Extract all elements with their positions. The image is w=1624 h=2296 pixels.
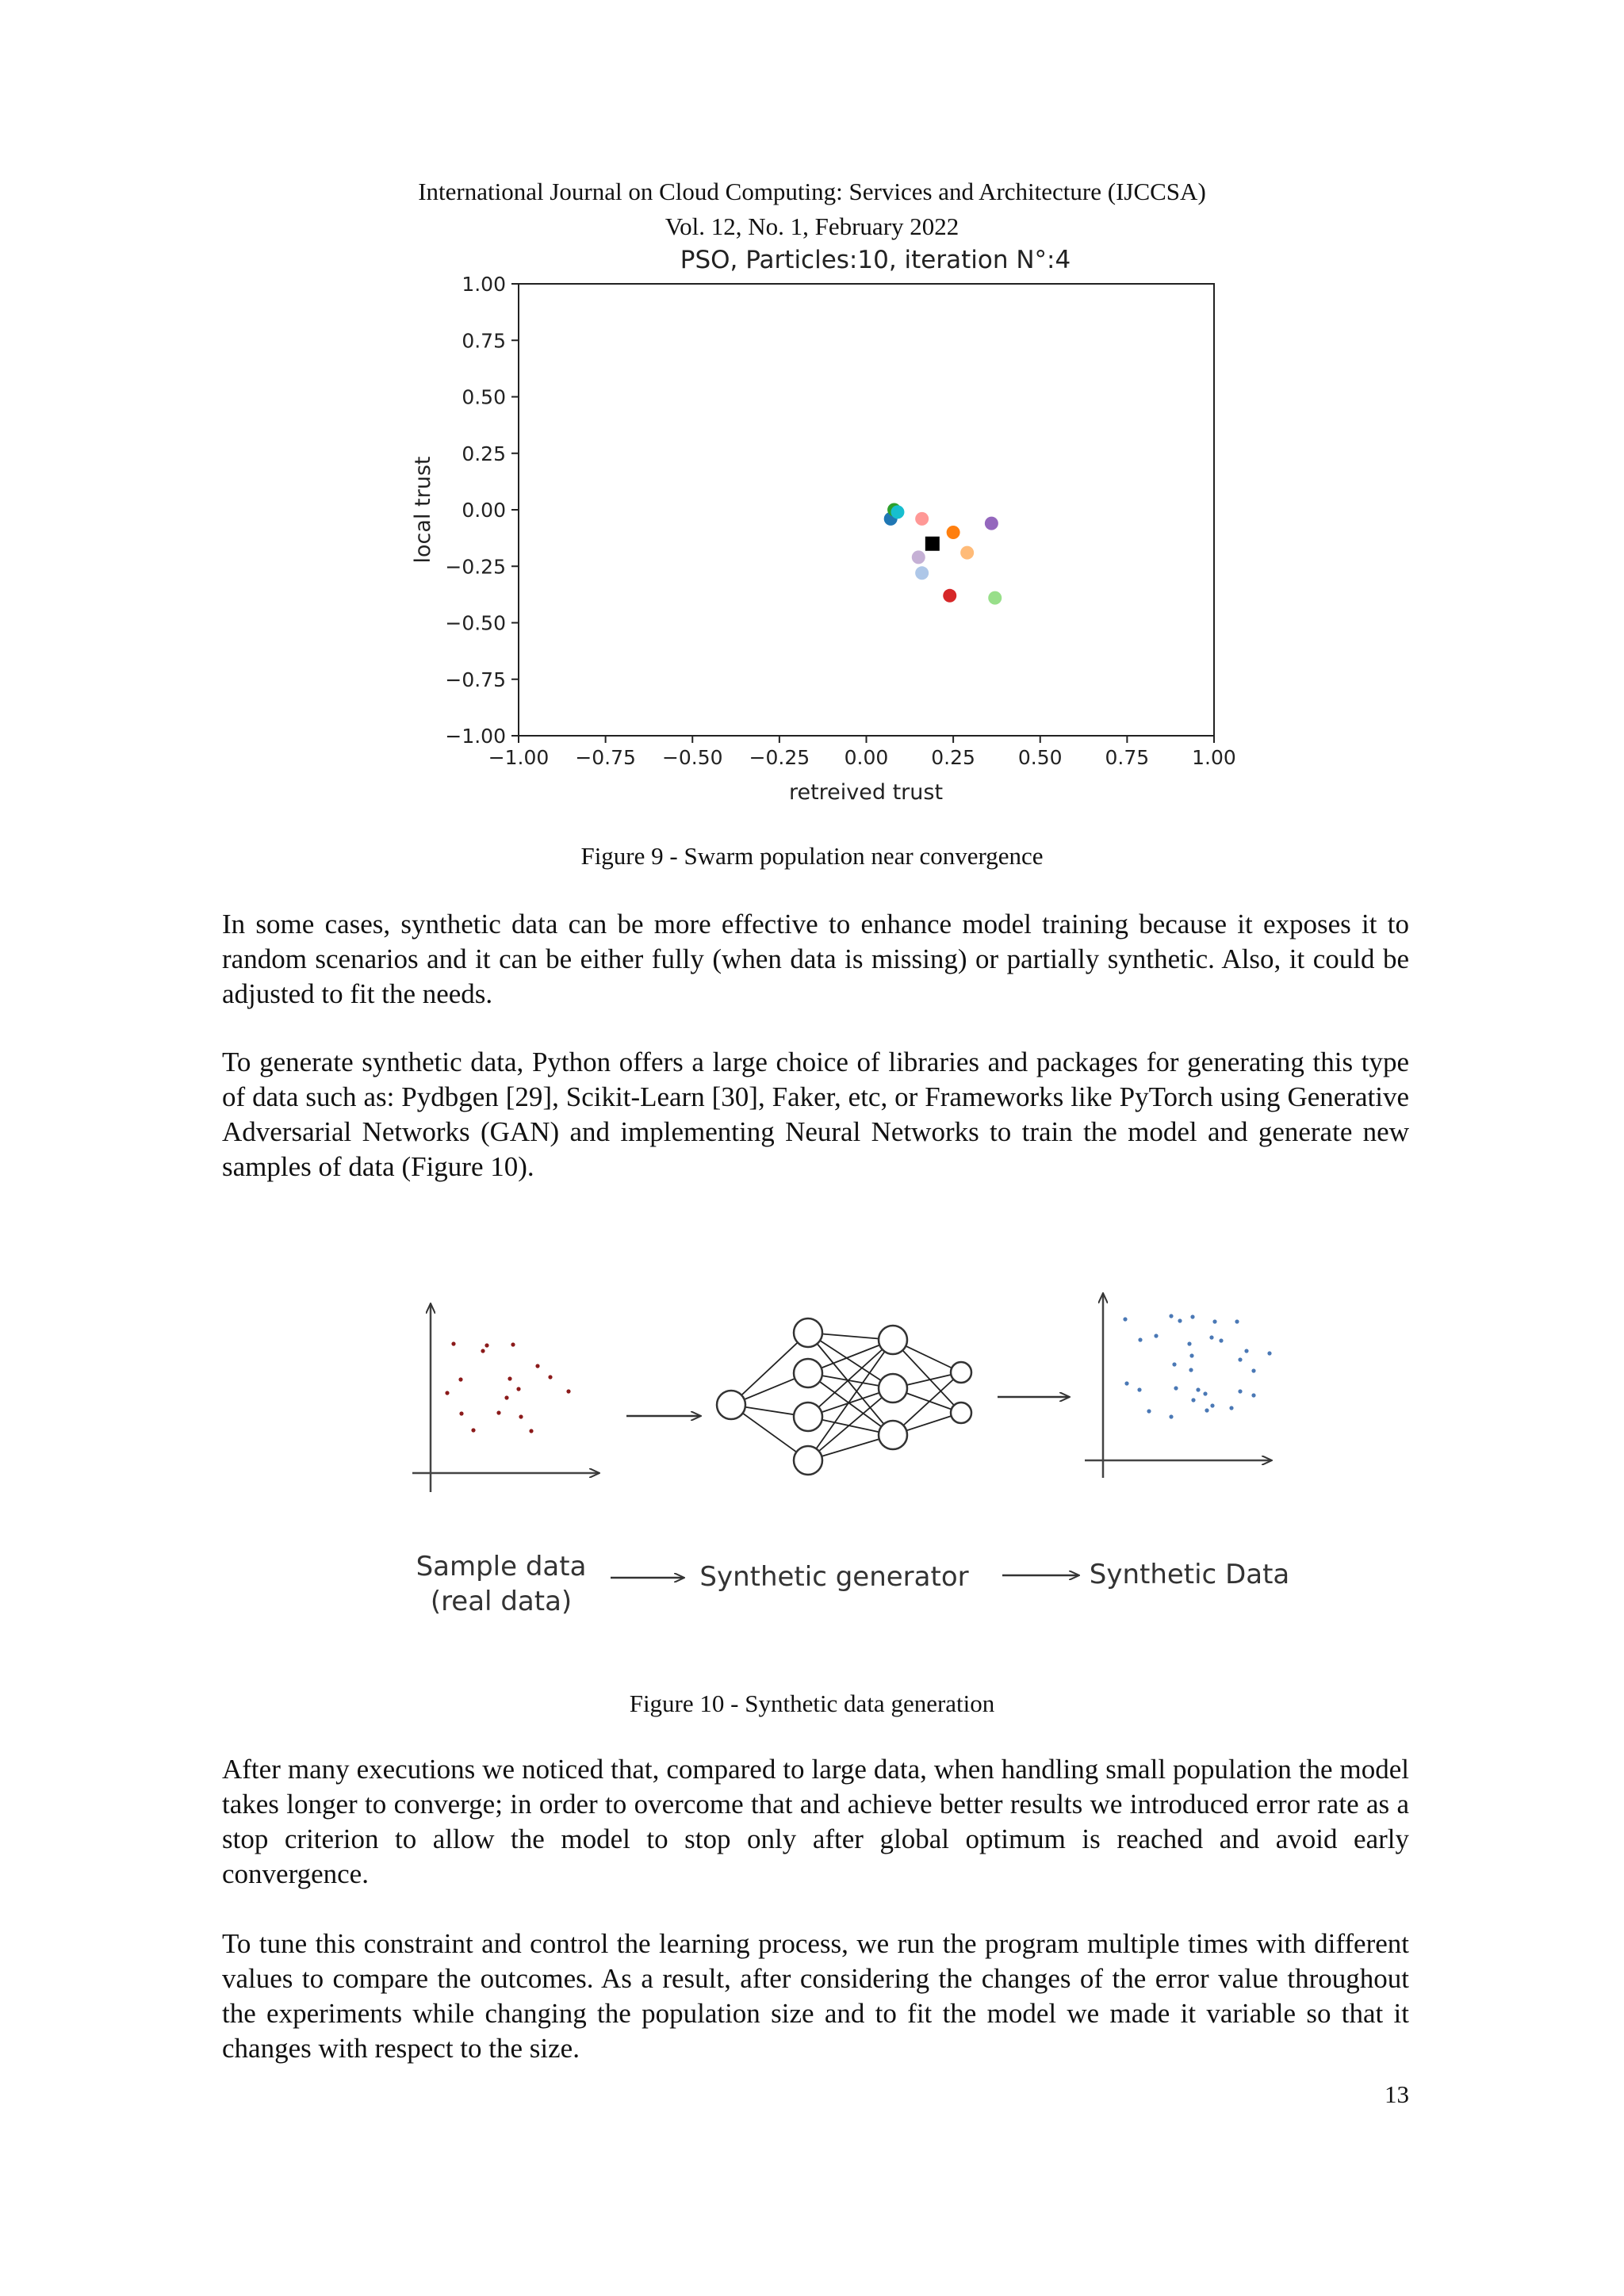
real-data-dot — [458, 1377, 462, 1381]
network-node — [879, 1421, 907, 1449]
paragraph-2: To generate synthetic data, Python offers a large choice of libraries and packages for generating this type of data such as: Pydbgen [29], Scikit-Learn [30], Faker, etc, or Frameworks like PyTorch using Generative Adversarial Networks (GAN) and implementing Neural Networks to train the model and generate new samples of data (Figure 10). — [222, 1047, 1409, 1182]
real-data-dot — [529, 1429, 533, 1433]
real-data-dot — [445, 1391, 449, 1395]
synthetic-data-dot — [1178, 1318, 1182, 1322]
particle-point — [943, 589, 956, 603]
particle-point — [912, 550, 925, 564]
paragraph-3: After many executions we noticed that, compared to large data, when handling small population the model takes longer to converge; in order to overcome that and achieve better results we introduced error rate as a stop criterion to allow the model to stop only after global optimum is reached and avoid early convergence. — [222, 1754, 1409, 1889]
network-node — [951, 1362, 971, 1383]
synthetic-data-dot — [1244, 1349, 1248, 1353]
y-tick-label: −0.25 — [445, 555, 506, 579]
global-best-marker — [925, 537, 940, 551]
synthetic-data-dot — [1169, 1414, 1173, 1418]
journal-header: International Journal on Cloud Computing: Services and Architecture (IJCCSA) — [418, 178, 1206, 205]
synthetic-data-dot — [1210, 1403, 1214, 1407]
y-tick-label: 0.00 — [462, 499, 506, 522]
synthetic-data-label: Synthetic Data — [1089, 1559, 1290, 1590]
synthetic-data-dot — [1172, 1362, 1176, 1366]
x-tick-label: 0.75 — [1105, 746, 1150, 769]
x-tick-label: −1.00 — [488, 746, 550, 769]
y-tick-label: −1.00 — [445, 725, 506, 748]
y-axis-label: local trust — [411, 456, 435, 564]
particle-point — [985, 517, 998, 530]
chart-title: PSO, Particles:10, iteration N°:4 — [680, 246, 1071, 274]
synthetic-data-dot — [1209, 1335, 1213, 1339]
synthetic-data-dot — [1203, 1391, 1207, 1395]
sample-data-label: Sample data — [416, 1551, 587, 1582]
particle-point — [891, 505, 904, 519]
y-tick-label: 0.25 — [462, 442, 506, 465]
synthetic-data-dot — [1196, 1387, 1200, 1391]
real-data-dot — [566, 1389, 570, 1393]
plot-area — [519, 284, 1214, 736]
real-data-dot — [481, 1349, 485, 1353]
x-axis-label: retreived trust — [788, 780, 944, 805]
synthetic-data-dot — [1238, 1389, 1242, 1393]
synthetic-data-dot — [1219, 1338, 1223, 1342]
page-number: 13 — [1385, 2080, 1409, 2108]
synthetic-data-dot — [1187, 1341, 1191, 1345]
synthetic-data-dot — [1124, 1381, 1128, 1385]
network-node — [794, 1318, 822, 1347]
y-tick-label: −0.50 — [445, 611, 506, 635]
x-tick-label: −0.50 — [661, 746, 723, 769]
figure-10-caption: Figure 10 - Synthetic data generation — [629, 1689, 995, 1717]
network-node — [794, 1402, 822, 1431]
network-node — [879, 1326, 907, 1354]
synthetic-data-dot — [1154, 1334, 1158, 1337]
synthetic-data-dot — [1174, 1386, 1178, 1390]
real-data-dot — [519, 1414, 523, 1418]
real-data-dot — [485, 1343, 488, 1347]
real-data-dot — [459, 1411, 463, 1415]
x-tick-label: 1.00 — [1192, 746, 1236, 769]
synthetic-data-dot — [1189, 1353, 1193, 1357]
synthetic-data-dot — [1137, 1387, 1141, 1391]
real-data-dot — [511, 1342, 515, 1346]
particle-point — [988, 591, 1002, 605]
real-data-dot — [516, 1387, 520, 1391]
synthetic-data-dot — [1123, 1317, 1127, 1321]
y-tick-label: −0.75 — [445, 668, 506, 691]
synthetic-data-dot — [1251, 1393, 1255, 1397]
real-data-dot — [508, 1376, 511, 1380]
real-data-dot — [504, 1395, 508, 1399]
real-data-dot — [548, 1375, 552, 1379]
synthetic-data-dot — [1169, 1314, 1173, 1318]
synthetic-data-dot — [1190, 1314, 1194, 1318]
y-tick-label: 0.75 — [462, 329, 506, 353]
synthetic-data-axes — [1085, 1294, 1271, 1478]
network-node — [951, 1402, 971, 1423]
real-data-dot — [496, 1410, 500, 1414]
synthetic-data-diagram — [396, 1284, 1300, 1633]
figure-9-caption: Figure 9 - Swarm population near convergence — [580, 842, 1044, 870]
particle-point — [915, 512, 929, 526]
network-node — [794, 1446, 822, 1475]
real-data-points — [445, 1341, 570, 1433]
synthetic-data-dot — [1267, 1351, 1271, 1355]
synthetic-data-dot — [1189, 1368, 1193, 1372]
x-tick-label: −0.75 — [575, 746, 636, 769]
real-data-dot — [471, 1428, 475, 1432]
x-tick-label: 0.25 — [931, 746, 975, 769]
x-tick-label: −0.25 — [749, 746, 810, 769]
synthetic-data-dot — [1235, 1319, 1239, 1323]
paragraph-1: In some cases, synthetic data can be more effective to enhance model training because it exposes it to random scenarios and it can be either fully (when data is missing) or partially synthetic. Also, it could be adjusted to fit the needs. — [222, 909, 1409, 1009]
y-tick-label: 1.00 — [462, 273, 506, 296]
pso-scatter-chart — [381, 244, 1285, 815]
synthetic-generator-label: Synthetic generator — [699, 1561, 969, 1593]
y-tick-label: 0.50 — [462, 385, 506, 409]
synthetic-data-dot — [1138, 1337, 1142, 1341]
synthetic-data-dot — [1229, 1406, 1233, 1410]
real-data-label: (real data) — [430, 1586, 573, 1617]
synthetic-data-dot — [1212, 1319, 1216, 1323]
x-tick-label: 0.50 — [1017, 746, 1063, 769]
synthetic-data-points — [1123, 1314, 1271, 1418]
synthetic-data-dot — [1205, 1408, 1208, 1412]
particle-point — [960, 546, 974, 560]
real-data-dot — [451, 1341, 455, 1345]
x-tick-label: 0.00 — [844, 746, 889, 769]
network-connections — [731, 1333, 961, 1460]
paragraph-4: To tune this constraint and control the learning process, we run the program multiple times with different values to compare the outcomes. As a result, after considering the changes of the error value throughout the experiments while changing the population size and to fit the model we made it variable so that it changes with respect to the size. — [222, 1928, 1409, 2064]
network-node — [794, 1359, 822, 1387]
synthetic-data-dot — [1251, 1368, 1255, 1372]
network-node — [717, 1391, 745, 1419]
particle-point — [915, 566, 929, 580]
network-nodes — [717, 1318, 971, 1475]
particle-point — [947, 526, 960, 539]
real-data-dot — [535, 1364, 539, 1368]
synthetic-data-dot — [1191, 1398, 1195, 1402]
synthetic-data-dot — [1147, 1409, 1151, 1413]
volume-header: Vol. 12, No. 1, February 2022 — [665, 212, 959, 240]
network-node — [879, 1374, 907, 1402]
synthetic-data-dot — [1238, 1357, 1242, 1361]
